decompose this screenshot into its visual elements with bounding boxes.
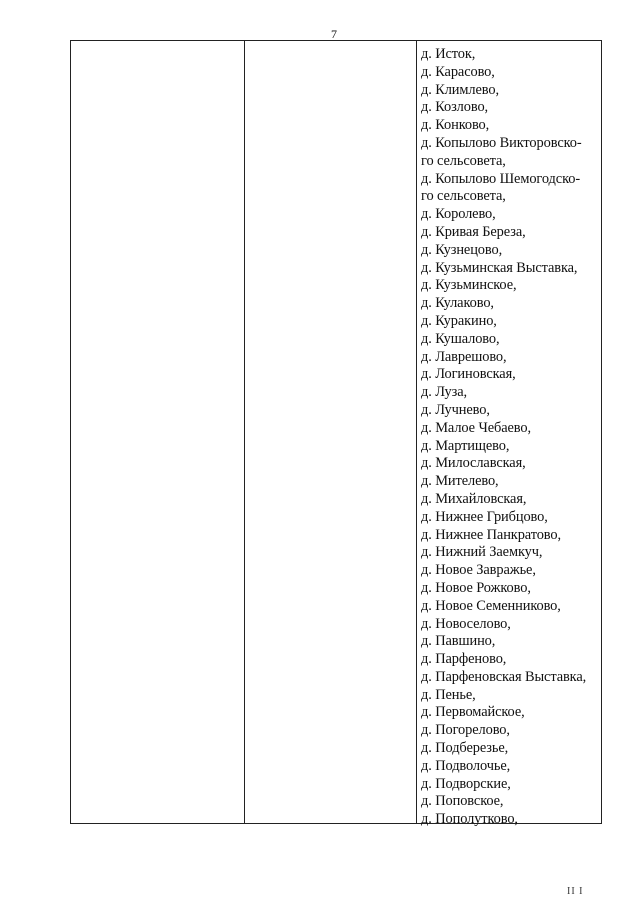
table-column-1 [71,41,245,823]
list-item: д. Парфеново, [421,651,507,668]
list-item: д. Подворские, [421,775,511,792]
list-item: д. Михайловская, [421,490,527,507]
list-item: д. Королево, [421,206,496,223]
list-item: д. Подберезье, [421,740,509,757]
list-item: д. Погорелово, [421,722,510,739]
list-item: д. Новое Семенниково, [421,597,561,614]
list-item: д. Кузьминское, [421,277,517,294]
list-item: д. Кулаково, [421,295,494,312]
list-item: д. Кузнецово, [421,241,503,258]
list-item: д. Кузьминская Выставка, [421,259,578,276]
list-item: го сельсовета, [421,188,506,205]
page-number: 7 [331,27,337,41]
list-item: д. Подволочье, [421,757,511,774]
settlement-list [421,46,601,829]
list-item: д. Конково, [421,117,490,134]
list-item: д. Кушалово, [421,330,500,347]
list-item: д. Луза, [421,384,467,401]
list-item: д. Парфеновская Выставка, [421,668,587,685]
list-item: д. Копылово Шемогодско- [421,170,581,187]
list-item: д. Лаврешово, [421,348,507,365]
list-item: д. Козлово, [421,99,489,116]
list-item: д. Павшино, [421,633,496,650]
list-item: д. Первомайское, [421,704,525,721]
list-item: д. Карасово, [421,63,495,80]
list-item: д. Куракино, [421,312,497,329]
list-item: д. Новое Завражье, [421,562,536,579]
settlements-table [70,40,602,828]
list-item: д. Нижний Заемкуч, [421,544,543,561]
list-item: д. Поповское, [421,793,504,810]
list-item: д. Мителево, [421,473,499,490]
list-item: д. Копылово Викторовско- [421,134,582,151]
list-item: д. Новое Рожково, [421,579,531,596]
list-item: д. Нижнее Грибцово, [421,508,548,525]
list-item: д. Лучнево, [421,401,490,418]
list-item: д. Нижнее Панкратово, [421,526,561,543]
list-item: го сельсовета, [421,152,506,169]
list-item: д. Кривая Береза, [421,223,526,240]
list-item: д. Климлево, [421,81,499,98]
list-item: д. Милославская, [421,455,526,472]
footer-mark: II I [567,886,584,897]
list-item: д. Пополутково, [421,811,518,828]
list-item: д. Пенье, [421,686,476,703]
list-item: д. Исток, [421,46,476,62]
list-item: д. Малое Чебаево, [421,419,531,436]
table-column-2 [245,41,417,823]
list-item: д. Мартищево, [421,437,510,454]
list-item: д. Новоселово, [421,615,511,632]
table-column-settlements [417,41,601,828]
list-item: д. Логиновская, [421,366,516,383]
